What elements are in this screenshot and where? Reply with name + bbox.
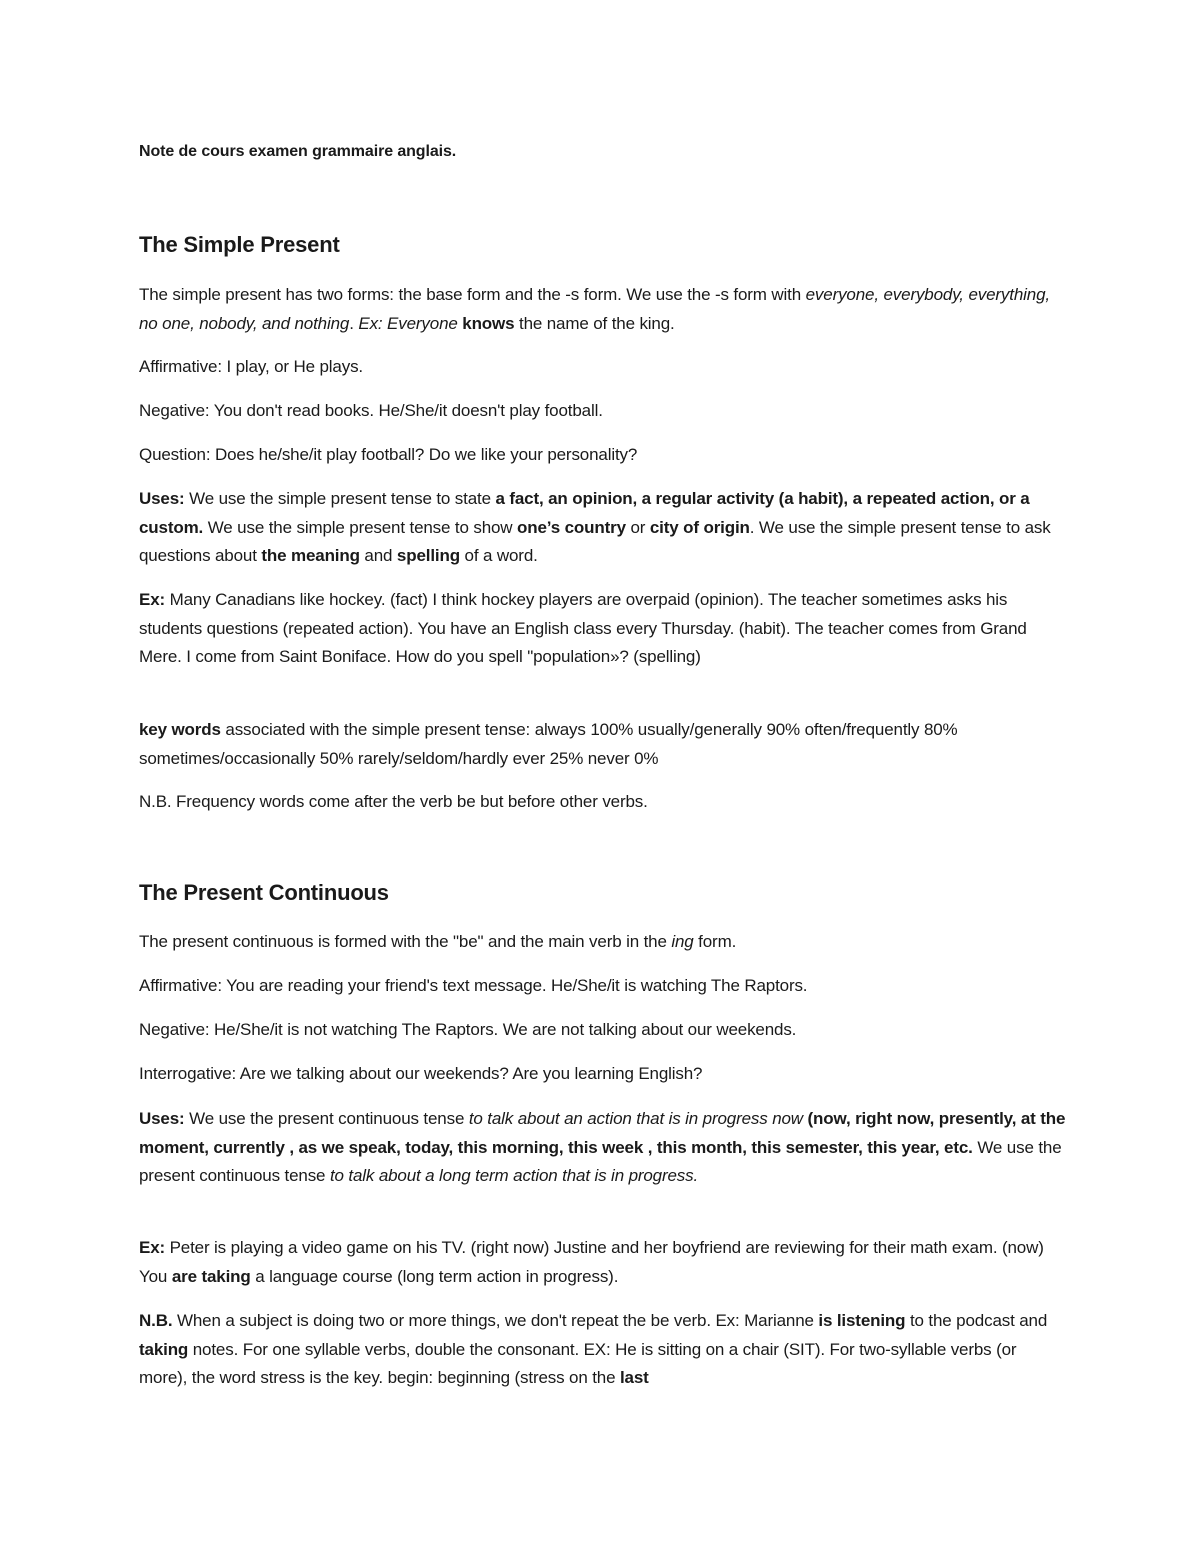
present-continuous-intro: The present continuous is formed with the "be" and the main verb in the ing form.: [139, 932, 737, 951]
document-title: Note de cours examen grammaire anglais.: [139, 143, 457, 160]
present-continuous-examples: Ex: Peter is playing a video game on his TV. (right now) Justine and her boyfriend are reviewing for their math exam. (now) You are taking a language course (long term action in progress).: [139, 1238, 1044, 1286]
present-continuous-negative: Negative: He/She/it is not watching The Raptors. We are not talking about our weekends.: [139, 1020, 797, 1039]
present-continuous-uses: Uses: We use the present continuous tense to talk about an action that is in progress now (now, right now, presently, at the moment, currently , as we speak, today, this morning, this week , this month, this semester, this year, etc. We use the present continuous tense to talk about a long term action that is in progress.: [139, 1109, 1066, 1185]
simple-present-intro: The simple present has two forms: the base form and the -s form. We use the -s form with everyone, everybody, everything, no one, nobody, and nothing. Ex: Everyone knows the name of the king.: [139, 285, 1050, 333]
simple-present-keywords: key words associated with the simple present tense: always 100% usually/generally 90% often/frequently 80% sometimes/occasionally 50% rarely/seldom/hardly ever 25% never 0%: [139, 720, 958, 768]
simple-present-affirmative: Affirmative: I play, or He plays.: [139, 357, 364, 376]
simple-present-question: Question: Does he/she/it play football? Do we like your personality?: [139, 445, 638, 464]
present-continuous-note: N.B. When a subject is doing two or more things, we don't repeat the be verb. Ex: Marianne is listening to the podcast and taking notes. For one syllable verbs, double the consonant. EX: He is sitting on a chair (SIT). For two-syllable verbs (or more), the word stress is the key. begin: beginning (stress on the last: [139, 1311, 1048, 1387]
present-continuous-interrogative: Interrogative: Are we talking about our weekends? Are you learning English?: [139, 1064, 703, 1083]
simple-present-uses: Uses: We use the simple present tense to state a fact, an opinion, a regular activity (a habit), a repeated action, or a custom. We use the simple present tense to show one’s country or city of origin. We use the simple present tense to ask questions about the meaning and spelling of a word.: [139, 489, 1051, 565]
present-continuous-affirmative: Affirmative: You are reading your friend's text message. He/She/it is watching The Raptors.: [139, 976, 808, 995]
heading-present-continuous: The Present Continuous: [139, 880, 389, 905]
simple-present-examples: Ex: Many Canadians like hockey. (fact) I think hockey players are overpaid (opinion). The teacher sometimes asks his students questions (repeated action). You have an English class every Thursday. (habit). The teacher comes from Grand Mere. I come from Saint Boniface. How do you spell "population»? (spelling): [139, 590, 1027, 666]
heading-simple-present: The Simple Present: [139, 232, 340, 257]
simple-present-note: N.B. Frequency words come after the verb be but before other verbs.: [139, 792, 648, 811]
simple-present-negative: Negative: You don't read books. He/She/it doesn't play football.: [139, 401, 603, 420]
